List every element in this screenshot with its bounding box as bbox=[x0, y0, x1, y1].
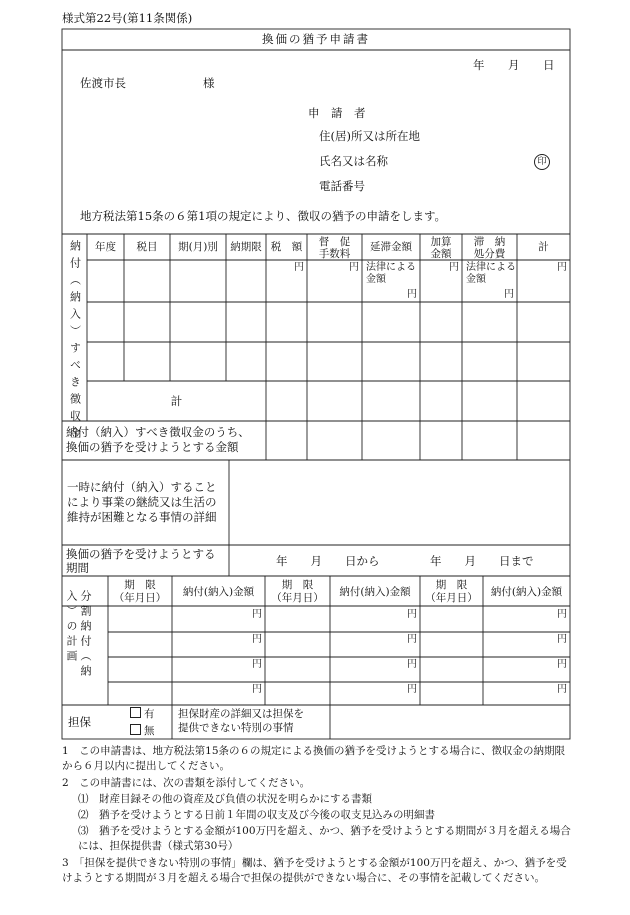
yen-demand: 円 bbox=[349, 262, 359, 273]
th-additional: 加算 金額 bbox=[430, 236, 452, 261]
application-statement: 地方税法第15条の６第1項の規定により、徴収の猶予の申請をします。 bbox=[80, 209, 447, 223]
inst-yen: 円 bbox=[407, 609, 417, 620]
collateral-detail-label: 担保財産の詳細又は担保を 提供できない特別の事情 bbox=[178, 708, 304, 734]
date-month: 月 bbox=[508, 58, 520, 72]
note-2-2: ⑵ 猶予を受けようとする日前１年間の収支及び今後の収支見込みの明細書 bbox=[78, 809, 435, 821]
collateral-no-label: 無 bbox=[144, 725, 155, 737]
input-tax-item-1[interactable] bbox=[125, 261, 169, 301]
inst-amount-h3: 納付(納入)金額 bbox=[490, 586, 563, 598]
applicant-heading: 申 請 者 bbox=[308, 106, 366, 120]
inst-yen: 円 bbox=[557, 634, 567, 645]
th-disposition-fee: 滞 納 処分費 bbox=[473, 236, 506, 261]
applicant-phone-label: 電話番号 bbox=[319, 179, 365, 193]
tax-side-label bbox=[64, 240, 86, 450]
th-period: 期(月)別 bbox=[178, 241, 218, 253]
th-demand-fee: 督 促 手数料 bbox=[318, 236, 351, 261]
inst-yen: 円 bbox=[407, 659, 417, 670]
collateral-yes-option[interactable] bbox=[130, 707, 155, 721]
law-amount-disposition: 法律による 金額 bbox=[466, 262, 516, 285]
th-year: 年度 bbox=[95, 241, 116, 253]
tax-side-label-text: 納付（納入）すべき徴収金 bbox=[68, 240, 82, 444]
yen-disposition: 円 bbox=[504, 289, 514, 300]
collateral-yes-label: 有 bbox=[144, 708, 155, 720]
th-tax-amount: 税 額 bbox=[270, 241, 303, 253]
input-year-1[interactable] bbox=[88, 261, 123, 301]
inst-yen: 円 bbox=[252, 634, 262, 645]
input-year-3[interactable] bbox=[88, 343, 123, 380]
collateral-no-checkbox[interactable] bbox=[130, 724, 141, 735]
period-from: 年 月 日から bbox=[276, 554, 380, 568]
inst-yen: 円 bbox=[252, 684, 262, 695]
inst-yen: 円 bbox=[407, 634, 417, 645]
collateral-no-option[interactable] bbox=[130, 724, 155, 738]
inst-yen: 円 bbox=[252, 659, 262, 670]
law-amount-late: 法律による 金額 bbox=[366, 262, 416, 285]
inst-deadline-h2: 期 限 （年月日） bbox=[271, 579, 324, 604]
inst-yen: 円 bbox=[407, 684, 417, 695]
form-number: 様式第22号(第11条関係) bbox=[62, 11, 193, 25]
note-3: 3 「担保を提供できない特別の事情」欄は、猶予を受けようとする金額が100万円を超え、かつ、猶予を受けようとする期間が３月を超える場合で担保の提供ができない場合に、その事情を記載してください。 bbox=[62, 857, 567, 885]
inst-amount-h2: 納付(納入)金額 bbox=[339, 586, 411, 598]
installment-side-label-text: 分割納付（納入）の計画 bbox=[65, 590, 92, 680]
applicant-address-label: 住(居)所又は所在地 bbox=[319, 129, 420, 143]
note-2-3: ⑶ 猶予を受けようとする金額が100万円を超え、かつ、猶予を受けようとする期間が３月を超える場合には、担保提供書（様式第30号） bbox=[78, 825, 571, 853]
tax-total-label: 計 bbox=[170, 394, 183, 408]
collateral-label: 担保 bbox=[68, 715, 91, 729]
installment-side-label bbox=[64, 590, 106, 700]
period-to: 年 月 日まで bbox=[430, 554, 534, 568]
applicant-name-label: 氏名又は名称 bbox=[319, 154, 388, 168]
inst-yen: 円 bbox=[252, 609, 262, 620]
input-year-2[interactable] bbox=[88, 303, 123, 341]
period-label: 換価の猶予を受けようとする 期間 bbox=[66, 547, 216, 576]
th-late-charge: 延滞金額 bbox=[370, 241, 412, 253]
yen-additional: 円 bbox=[449, 262, 459, 273]
note-2-1: ⑴ 財産目録その他の資産及び負債の状況を明らかにする書類 bbox=[78, 793, 372, 805]
date-year: 年 bbox=[473, 58, 485, 72]
form-title: 換価の猶予申請書 bbox=[262, 32, 370, 46]
yen-tax: 円 bbox=[294, 262, 304, 273]
yen-late: 円 bbox=[407, 289, 417, 300]
addressee-honorific: 様 bbox=[203, 76, 215, 90]
inst-yen: 円 bbox=[557, 609, 567, 620]
th-total: 計 bbox=[538, 241, 549, 253]
th-tax-item: 税目 bbox=[136, 241, 158, 253]
note-2: 2 この申請書には、次の書類を添付してください。 bbox=[62, 777, 311, 789]
deferral-amount-label: 納付（納入）すべき徴収金のうち、 換価の猶予を受けようとする金額 bbox=[66, 425, 250, 454]
seal-mark: 印 bbox=[534, 154, 550, 170]
date-day: 日 bbox=[543, 58, 555, 72]
addressee-mayor: 佐渡市長 bbox=[80, 76, 126, 90]
th-due-date: 納期限 bbox=[230, 241, 262, 253]
hardship-detail-input[interactable] bbox=[231, 462, 568, 544]
hardship-label: 一時に納付（納入）することにより事業の継続又は生活の維持が困難となる事情の詳細 bbox=[67, 480, 217, 524]
inst-amount-h1: 納付(納入)金額 bbox=[182, 586, 255, 598]
inst-yen: 円 bbox=[557, 684, 567, 695]
inst-yen: 円 bbox=[557, 659, 567, 670]
note-1: 1 この申請書は、地方税法第15条の６の規定による換価の猶予を受けようとする場合に、徴収金の納期限から６月以内に提出してください。 bbox=[62, 745, 566, 773]
collateral-yes-checkbox[interactable] bbox=[130, 707, 141, 718]
inst-deadline-h1: 期 限 （年月日） bbox=[113, 579, 167, 604]
inst-deadline-h3: 期 限 （年月日） bbox=[425, 579, 478, 604]
yen-total: 円 bbox=[557, 262, 567, 273]
